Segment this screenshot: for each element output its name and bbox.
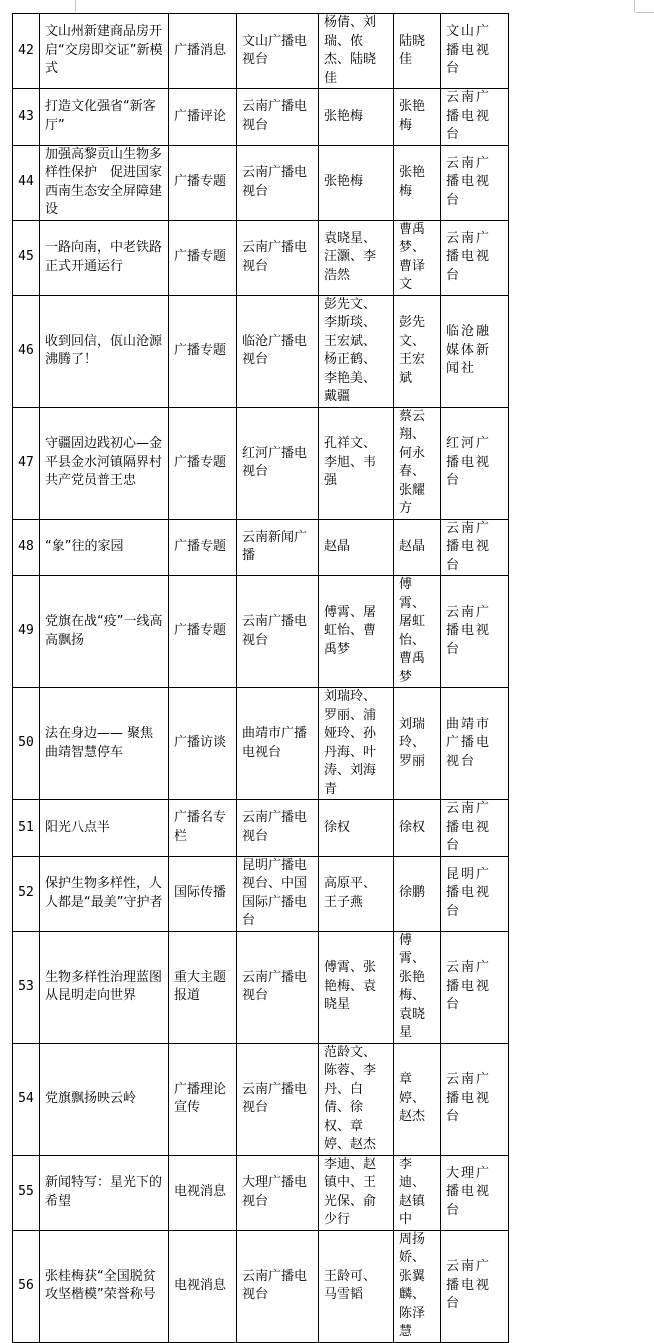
row-number-cell: 56: [13, 1230, 40, 1342]
submitting-organization-cell: 昆明广播电视台、中国国际广播电台: [237, 856, 319, 931]
entry-title-cell: “象”往的家园: [40, 519, 169, 576]
editors-cell: 刘瑞玲、罗丽: [394, 688, 441, 800]
submitting-organization-cell: 红河广播电视台: [237, 407, 319, 519]
authors-cell: 李迪、赵镇中、王光保、俞少行: [319, 1155, 394, 1230]
table-row: [13, 519, 509, 576]
entry-title-cell: 张桂梅获“全国脱贫攻坚楷模”荣誉称号: [40, 1230, 169, 1342]
publishing-unit-cell: 云南广播电视台: [441, 800, 509, 857]
entry-title-cell: 阳光八点半: [40, 800, 169, 857]
award-list-table: [12, 13, 509, 1343]
submitting-organization-cell: 大理广播电视台: [237, 1155, 319, 1230]
publishing-unit-cell: 文山广播电视台: [441, 14, 509, 89]
entry-title-cell: 党旗飘扬映云岭: [40, 1043, 169, 1155]
authors-cell: 袁晓星、汪灏、李浩然: [319, 220, 394, 295]
row-number-cell: 46: [13, 295, 40, 407]
entry-title-cell: 一路向南，中老铁路正式开通运行: [40, 220, 169, 295]
table-row: [13, 407, 509, 519]
publishing-unit-cell: 云南广播电视台: [441, 576, 509, 688]
authors-cell: 徐权: [319, 800, 394, 857]
editors-cell: 彭先文、王宏斌: [394, 295, 441, 407]
submitting-organization-cell: 云南广播电视台: [237, 576, 319, 688]
editors-cell: 蔡云翔、何永春、张耀方: [394, 407, 441, 519]
entry-title-cell: 保护生物多样性，人人都是“最美”守护者: [40, 856, 169, 931]
table-row: [13, 688, 509, 800]
publishing-unit-cell: 昆明广播电视台: [441, 856, 509, 931]
editors-cell: 张艳梅: [394, 89, 441, 146]
publishing-unit-cell: 云南广播电视台: [441, 1043, 509, 1155]
publishing-unit-cell: 云南广播电视台: [441, 1230, 509, 1342]
entry-category-cell: 广播专题: [169, 576, 237, 688]
entry-title-cell: 文山州新建商品房开启“交房即交证”新模式: [40, 14, 169, 89]
entry-category-cell: 广播理论宣传: [169, 1043, 237, 1155]
editors-cell: 傅霄、张艳梅、袁晓星: [394, 931, 441, 1043]
entry-title-cell: 加强高黎贡山生物多样性保护 促进国家西南生态安全屏障建设: [40, 145, 169, 220]
entry-category-cell: 广播消息: [169, 14, 237, 89]
table-row: [13, 1043, 509, 1155]
row-number-cell: 44: [13, 145, 40, 220]
submitting-organization-cell: 云南广播电视台: [237, 800, 319, 857]
entry-category-cell: 电视消息: [169, 1230, 237, 1342]
submitting-organization-cell: 临沧广播电视台: [237, 295, 319, 407]
editors-cell: 曹禹梦、曹译文: [394, 220, 441, 295]
editors-cell: 徐权: [394, 800, 441, 857]
submitting-organization-cell: 云南广播电视台: [237, 220, 319, 295]
publishing-unit-cell: 大理广播电视台: [441, 1155, 509, 1230]
table-body: [13, 14, 509, 1343]
table-row: [13, 856, 509, 931]
publishing-unit-cell: 云南广播电视台: [441, 220, 509, 295]
authors-cell: 王龄可、马雪韬: [319, 1230, 394, 1342]
entry-category-cell: 国际传播: [169, 856, 237, 931]
editors-cell: 周扬娇、张翼麟、陈泽慧: [394, 1230, 441, 1342]
table-row: [13, 89, 509, 146]
authors-cell: 高原平、王子燕: [319, 856, 394, 931]
editors-cell: 赵晶: [394, 519, 441, 576]
table-row: [13, 1230, 509, 1342]
authors-cell: 孔祥文、李旭、韦强: [319, 407, 394, 519]
entry-category-cell: 广播评论: [169, 89, 237, 146]
entry-category-cell: 广播专题: [169, 295, 237, 407]
submitting-organization-cell: 云南广播电视台: [237, 89, 319, 146]
table-row: [13, 145, 509, 220]
entry-category-cell: 广播访谈: [169, 688, 237, 800]
authors-cell: 范龄文、陈蓉、李丹、白倩、徐权、章婷、赵杰: [319, 1043, 394, 1155]
row-number-cell: 51: [13, 800, 40, 857]
table-row: [13, 220, 509, 295]
row-number-cell: 49: [13, 576, 40, 688]
publishing-unit-cell: 云南广播电视台: [441, 519, 509, 576]
row-number-cell: 45: [13, 220, 40, 295]
row-number-cell: 48: [13, 519, 40, 576]
row-number-cell: 54: [13, 1043, 40, 1155]
table-row: [13, 931, 509, 1043]
entry-category-cell: 广播专题: [169, 519, 237, 576]
entry-category-cell: 电视消息: [169, 1155, 237, 1230]
table-row: [13, 1155, 509, 1230]
row-number-cell: 53: [13, 931, 40, 1043]
entry-category-cell: 广播专题: [169, 145, 237, 220]
authors-cell: 彭先文、李斯琰、王宏斌、杨正鹤、李艳美、戴疆: [319, 295, 394, 407]
entry-title-cell: 党旗在战“疫”一线高高飘扬: [40, 576, 169, 688]
entry-title-cell: 打造文化强省“新客厅”: [40, 89, 169, 146]
editors-cell: 徐鹏: [394, 856, 441, 931]
publishing-unit-cell: 云南广播电视台: [441, 145, 509, 220]
authors-cell: 傅霄、屠虹怡、曹禹梦: [319, 576, 394, 688]
row-number-cell: 50: [13, 688, 40, 800]
submitting-organization-cell: 云南广播电视台: [237, 1043, 319, 1155]
entry-category-cell: 广播专题: [169, 407, 237, 519]
table-row: [13, 800, 509, 857]
publishing-unit-cell: 红河广播电视台: [441, 407, 509, 519]
page-margin-guide: [635, 12, 654, 13]
editors-cell: 傅霄、屠虹怡、曹禹梦: [394, 576, 441, 688]
table-row: [13, 295, 509, 407]
publishing-unit-cell: 临沧融媒体新闻社: [441, 295, 509, 407]
table-row: [13, 576, 509, 688]
submitting-organization-cell: 云南广播电视台: [237, 931, 319, 1043]
editors-cell: 李迪、赵镇中: [394, 1155, 441, 1230]
publishing-unit-cell: 云南广播电视台: [441, 89, 509, 146]
authors-cell: 刘瑞玲、罗丽、浦娅玲、孙丹海、叶涛、刘海青: [319, 688, 394, 800]
entry-category-cell: 广播专题: [169, 220, 237, 295]
row-number-cell: 47: [13, 407, 40, 519]
row-number-cell: 52: [13, 856, 40, 931]
editors-cell: 陆晓佳: [394, 14, 441, 89]
row-number-cell: 43: [13, 89, 40, 146]
table-row: [13, 14, 509, 89]
entry-title-cell: 收到回信，佤山沧源沸腾了！: [40, 295, 169, 407]
submitting-organization-cell: 云南新闻广播: [237, 519, 319, 576]
editors-cell: 章婷、赵杰: [394, 1043, 441, 1155]
submitting-organization-cell: 文山广播电视台: [237, 14, 319, 89]
authors-cell: 傅霄、张艳梅、袁晓星: [319, 931, 394, 1043]
entry-category-cell: 广播名专栏: [169, 800, 237, 857]
entry-title-cell: 守疆固边践初心—金平县金水河镇隔界村共产党员普王忠: [40, 407, 169, 519]
submitting-organization-cell: 云南广播电视台: [237, 145, 319, 220]
authors-cell: 赵晶: [319, 519, 394, 576]
authors-cell: 张艳梅: [319, 145, 394, 220]
row-number-cell: 55: [13, 1155, 40, 1230]
submitting-organization-cell: 云南广播电视台: [237, 1230, 319, 1342]
entry-title-cell: 法在身边—— 聚焦曲靖智慧停车: [40, 688, 169, 800]
authors-cell: 张艳梅: [319, 89, 394, 146]
entry-title-cell: 生物多样性治理蓝图从昆明走向世界: [40, 931, 169, 1043]
editors-cell: 张艳梅: [394, 145, 441, 220]
submitting-organization-cell: 曲靖市广播电视台: [237, 688, 319, 800]
entry-category-cell: 重大主题报道: [169, 931, 237, 1043]
publishing-unit-cell: 曲靖市广播电视台: [441, 688, 509, 800]
entry-title-cell: 新闻特写：星光下的希望: [40, 1155, 169, 1230]
page-margin-guide: [75, 0, 76, 12]
publishing-unit-cell: 云南广播电视台: [441, 931, 509, 1043]
authors-cell: 杨倩、刘瑞、侬杰、陆晓佳: [319, 14, 394, 89]
row-number-cell: 42: [13, 14, 40, 89]
page-margin-guide: [634, 0, 635, 12]
